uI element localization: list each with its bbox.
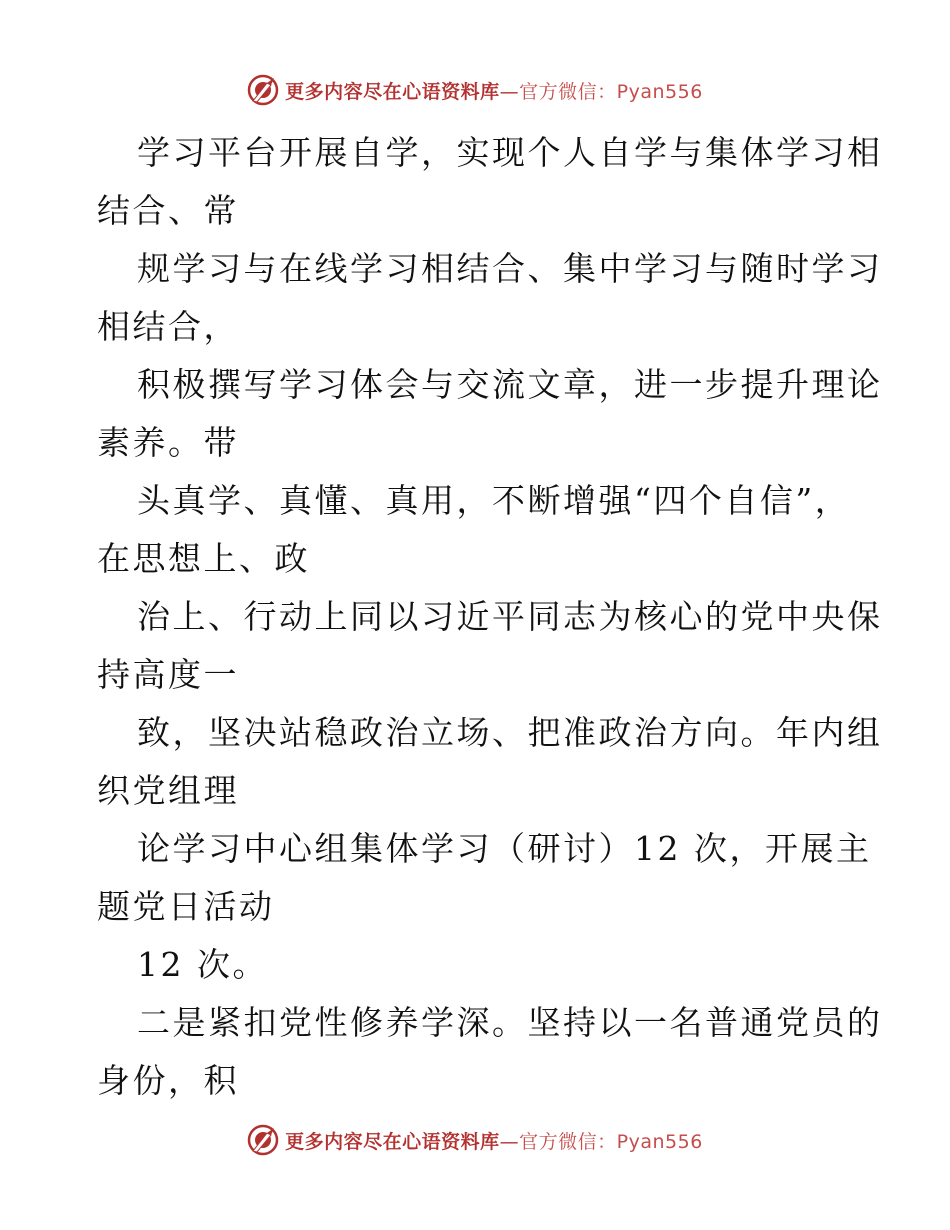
text-line: 致，坚决站稳政治立场、把准政治方向。年内组 bbox=[137, 713, 883, 752]
quill-seal-icon bbox=[247, 1124, 279, 1156]
watermark-dash: — bbox=[499, 80, 520, 103]
watermark-dash: — bbox=[499, 1130, 520, 1153]
text-line: 规学习与在线学习相结合、集中学习与随时学习 bbox=[137, 249, 883, 288]
text-line: 12 次。 bbox=[137, 945, 268, 984]
text-line: 积极撰写学习体会与交流文章，进一步提升理论 bbox=[137, 365, 883, 404]
text-line: 题党日活动 bbox=[97, 887, 275, 926]
text-line: 相结合， bbox=[97, 307, 239, 346]
text-line: 素养。带 bbox=[97, 423, 239, 462]
watermark-contact: 官方微信：Pyan556 bbox=[519, 1130, 703, 1153]
header-watermark bbox=[0, 70, 950, 110]
text-line: 学习平台开展自学，实现个人自学与集体学习相 bbox=[137, 133, 883, 172]
footer-watermark bbox=[0, 1120, 950, 1160]
text-line: 二是紧扣党性修养学深。坚持以一名普通党员的 bbox=[137, 1003, 883, 1042]
document-body bbox=[97, 124, 883, 1110]
text-line: 结合、常 bbox=[97, 191, 239, 230]
watermark-text bbox=[285, 1127, 703, 1154]
watermark-text bbox=[285, 77, 703, 104]
text-line: 身份，积 bbox=[97, 1061, 239, 1100]
quill-seal-icon bbox=[247, 74, 279, 106]
text-line: 治上、行动上同以习近平同志为核心的党中央保 bbox=[137, 597, 883, 636]
text-line: 论学习中心组集体学习（研讨）12 次，开展主 bbox=[137, 829, 872, 868]
text-line: 头真学、真懂、真用，不断增强“四个自信”， bbox=[137, 481, 851, 520]
watermark-main: 更多内容尽在心语资料库 bbox=[285, 1130, 500, 1153]
text-line: 在思想上、政 bbox=[97, 539, 310, 578]
text-line: 持高度一 bbox=[97, 655, 239, 694]
text-line: 织党组理 bbox=[97, 771, 239, 810]
watermark-main: 更多内容尽在心语资料库 bbox=[285, 80, 500, 103]
watermark-contact: 官方微信：Pyan556 bbox=[519, 80, 703, 103]
